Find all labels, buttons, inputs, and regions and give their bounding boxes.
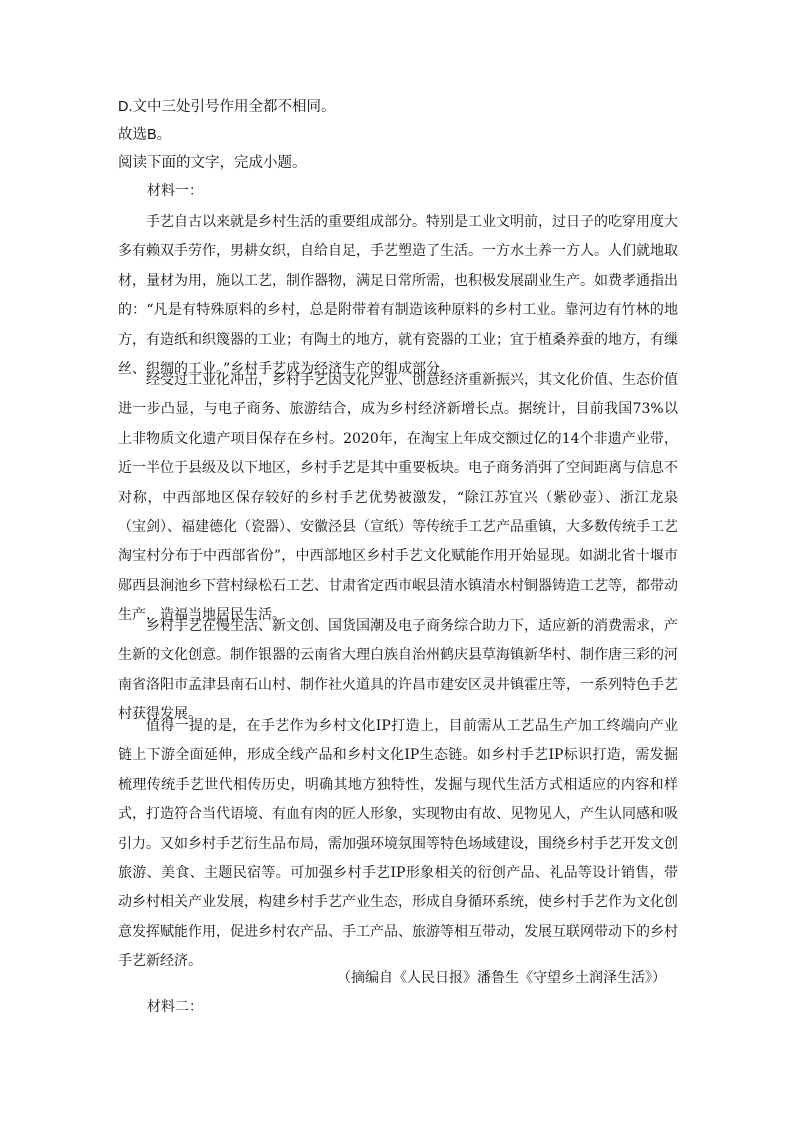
reading-instruction: 阅读下面的文字，完成小题。: [118, 155, 307, 171]
answer-option-d: D.文中三处引号作用全都不相同。: [118, 99, 336, 115]
material1-paragraph-4: 值得一提的是，在手艺作为乡村文化IP打造上，目前需从工艺品生产加工终端向产业链上下游全面延伸，形成全线产品和乡村文化IP生态链。如乡村手艺IP标识打造，需发掘梳理传统手艺世代相传历史，明确其地方独特性，发掘与现代生活方式相适应的内容和样式，打造符合当代语境、有血有肉的匠人形象，实现物由有故、见物见人，产生认同感和吸引力。又如乡村手艺衍生品布局，需加强环境氛围等特色场域建设，围绕乡村手艺开发文创旅游、美食、主题民宿等。可加强乡村手艺IP形象相关的衍创产品、礼品等设计销售，带动乡村相关产业发展，构建乡村手艺产业生态，形成自身循环系统，使乡村手艺作为文化创意发挥赋能作用，促进乡村农产品、手工产品、旅游等相互带动，发展互联网带动下的乡村手艺新经济。: [118, 718, 678, 970]
material1-source: （摘编自《人民日报》潘鲁生《守望乡土润泽生活》）: [337, 970, 666, 986]
answer-choice: 故选B。: [118, 127, 172, 143]
material1-label: 材料一：: [147, 183, 203, 199]
material1-paragraph-1: 手艺自古以来就是乡村生活的重要组成部分。特别是工业文明前，过日子的吃穿用度大多有赖双手劳作，男耕女织，自给自足，手艺塑造了生活。一方水土养一方人。人们就地取材，量材为用，施以工艺，制作器物，满足日常所需，也积极发展副业生产。如费孝通指出的：“凡是有特殊原料的乡村，总是附带着有制造该种原料的乡村工业。靠河边有竹林的地方，有造纸和织篾器的工业；有陶土的地方，就有瓷器的工业；宜于植桑养蚕的地方，有缫丝、织绸的工业。”乡村手艺成为经济生产的组成部分。: [118, 214, 678, 378]
material1-paragraph-2: 经受过工业化冲击，乡村手艺因文化产业、创意经济重新振兴，其文化价值、生态价值进一步凸显，与电子商务、旅游结合，成为乡村经济新增长点。据统计，目前我国73%以上非物质文化遗产项目保存在乡村。2020年，在淘宝上年成交额过亿的14个非遗产业带，近一半位于县级及以下地区，乡村手艺是其中重要板块。电子商务消弭了空间距离与信息不对称，中西部地区保存较好的乡村手艺优势被激发，“除江苏宜兴（紫砂壶）、浙江龙泉（宝剑）、福建德化（瓷器）、安徽泾县（宣纸）等传统手工艺产品重镇，大多数传统手工艺淘宝村分布于中西部省份”，中西部地区乡村手艺文化赋能作用开始显现。如湖北省十堰市郧西县涧池乡下营村绿松石工艺、甘肃省定西市岷县清水镇清水村铜器铸造工艺等，都带动生产，造福当地居民生活。: [118, 372, 678, 624]
material2-label: 材料二：: [147, 999, 203, 1015]
material1-paragraph-3: 乡村手艺在慢生活、新文创、国货国潮及电子商务综合助力下，适应新的消费需求，产生新的文化创意。制作银器的云南省大理白族自治州鹤庆县草海镇新华村、制作唐三彩的河南省洛阳市孟津县南石山村、制作社火道具的许昌市建安区灵井镇霍庄等，一系列特色手艺村获得发展。: [118, 618, 678, 723]
